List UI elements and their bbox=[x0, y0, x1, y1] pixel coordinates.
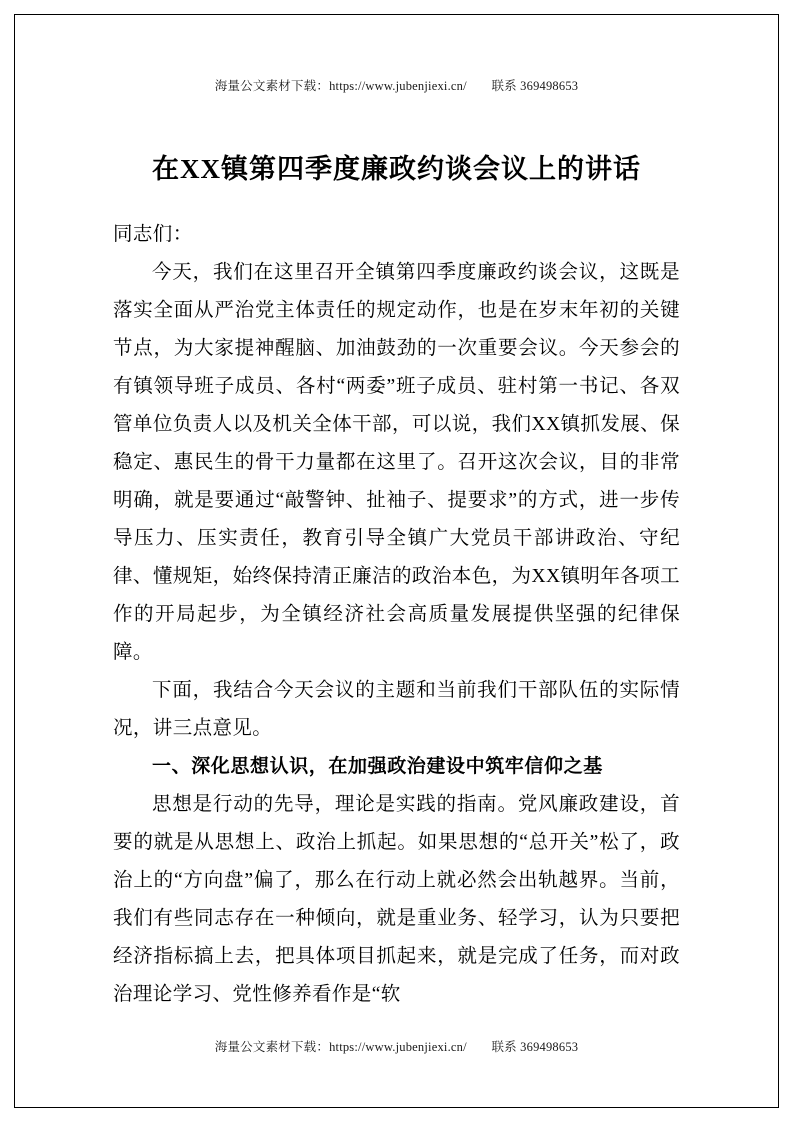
document-content bbox=[113, 0, 680, 1122]
document-title: 在XX镇第四季度廉政约谈会议上的讲话 bbox=[152, 154, 641, 185]
footer-watermark-note bbox=[113, 1037, 680, 1055]
paragraph-salutation: 同志们： bbox=[113, 224, 193, 245]
header-watermark-note bbox=[113, 76, 680, 94]
footer-note-left: 海量公文素材下载：https://www.jubenjiexi.cn/ bbox=[214, 1040, 467, 1054]
paragraph-outline: 下面，我结合今天会议的主题和当前我们干部队伍的实际情况，讲三点意见。 bbox=[113, 680, 680, 739]
header-note-left: 海量公文素材下载：https://www.jubenjiexi.cn/ bbox=[214, 79, 467, 93]
document-body bbox=[113, 216, 680, 1014]
paragraph-section1-body: 思想是行动的先导，理论是实践的指南。党风廉政建设，首要的就是从思想上、政治上抓起。如果思想的“总开关”松了，政治上的“方向盘”偏了，那么在行动上就必然会出轨越界。当前，我们有些同志存在一种倾向，就是重业务、轻学习，认为只要把经济指标搞上去，把具体项目抓起来，就是完成了任务，而对政治理论学习、党性修养看作是“软 bbox=[113, 794, 680, 1005]
footer-note-right: 联系 369498653 bbox=[491, 1040, 579, 1054]
paragraph-opening: 今天，我们在这里召开全镇第四季度廉政约谈会议，这既是落实全面从严治党主体责任的规定动作，也是在岁末年初的关键节点，为大家提神醒脑、加油鼓劲的一次重要会议。今天参会的有镇领导班子成员、各村“两委”班子成员、驻村第一书记、各双管单位负责人以及机关全体干部，可以说，我们XX镇抓发展、保稳定、惠民生的骨干力量都在这里了。召开这次会议，目的非常明确，就是要通过“敲警钟、扯袖子、提要求”的方式，进一步传导压力、压实责任，教育引导全镇广大党员干部讲政治、守纪律、懂规矩，始终保持清正廉洁的政治本色，为XX镇明年各项工作的开局起步，为全镇经济社会高质量发展提供坚强的纪律保障。 bbox=[113, 262, 680, 663]
header-note-right: 联系 369498653 bbox=[491, 79, 579, 93]
section-heading-1: 一、深化思想认识，在加强政治建设中筑牢信仰之基 bbox=[152, 756, 603, 777]
